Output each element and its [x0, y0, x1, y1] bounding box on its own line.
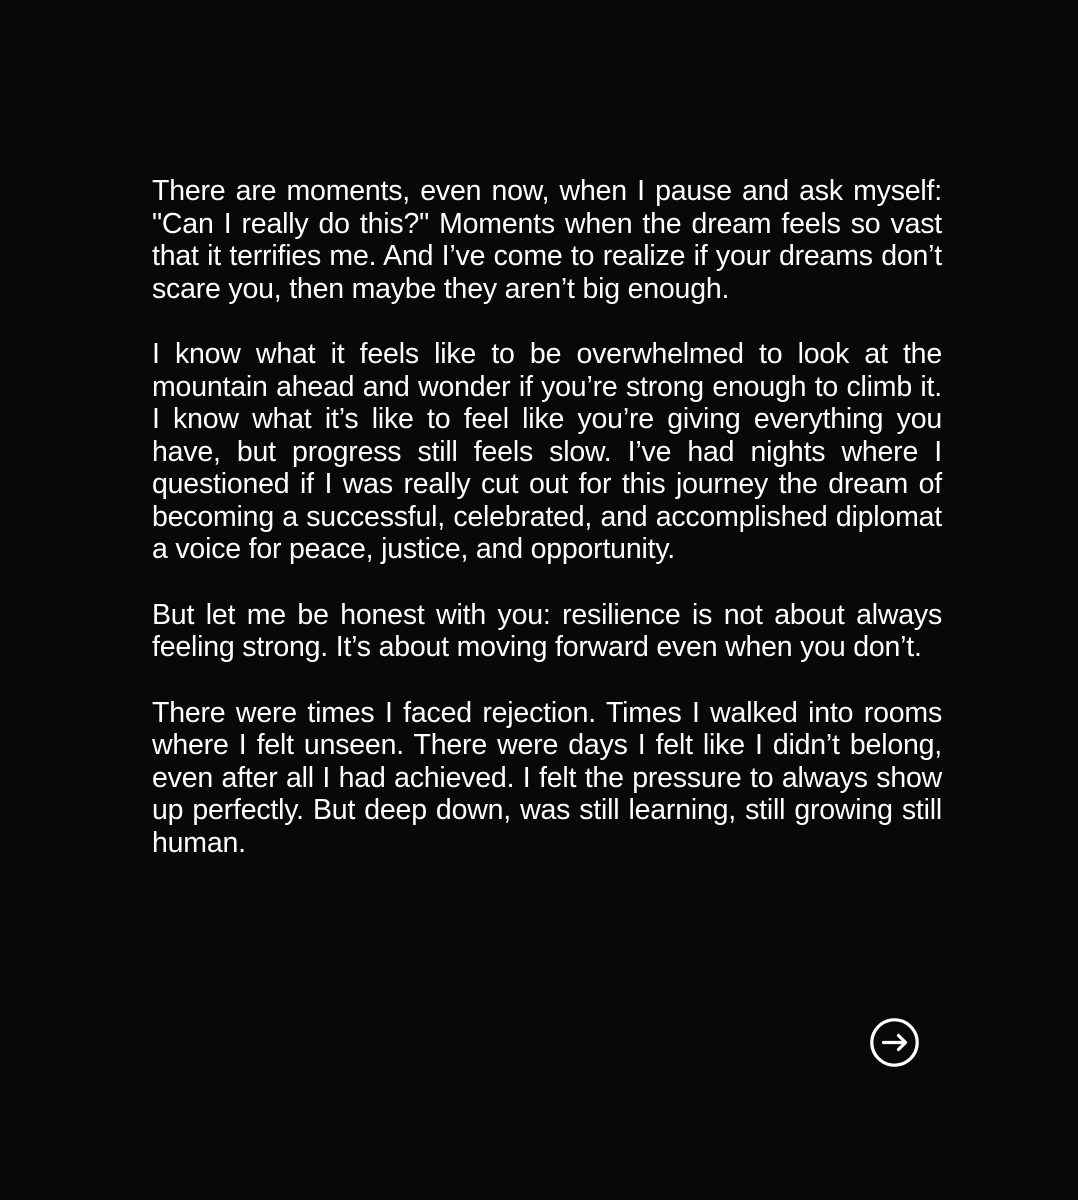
paragraph-moments: There are moments, even now, when I pause and ask myself: "Can I really do this?" Moments when the dream feels so vast that it terrifies me. And I’ve come to realize if your dreams don’t scare you, then maybe they aren’t big enough.	[152, 175, 942, 305]
paragraph-rejection: There were times I faced rejection. Times I walked into rooms where I felt unseen. There were days I felt like I didn’t belong, even after all I had achieved. I felt the pressure to always show up perfectly. But deep down, was still learning, still growing still human.	[152, 696, 942, 859]
arrow-right-circle-icon	[870, 1018, 919, 1067]
paragraph-resilience: But let me be honest with you: resilience is not about always feeling strong. It’s about moving forward even when you don’t.	[152, 598, 942, 663]
next-slide-button[interactable]	[870, 1018, 919, 1067]
message-body	[152, 175, 942, 892]
paragraph-overwhelmed: I know what it feels like to be overwhelmed to look at the mountain ahead and wonder if you’re strong enough to climb it. I know what it’s like to feel like you’re giving everything you have, but progress still feels slow. I’ve had nights where I questioned if I was really cut out for this journey the dream of becoming a successful, celebrated, and accomplished diplomat a voice for peace, justice, and opportunity.	[152, 338, 942, 565]
